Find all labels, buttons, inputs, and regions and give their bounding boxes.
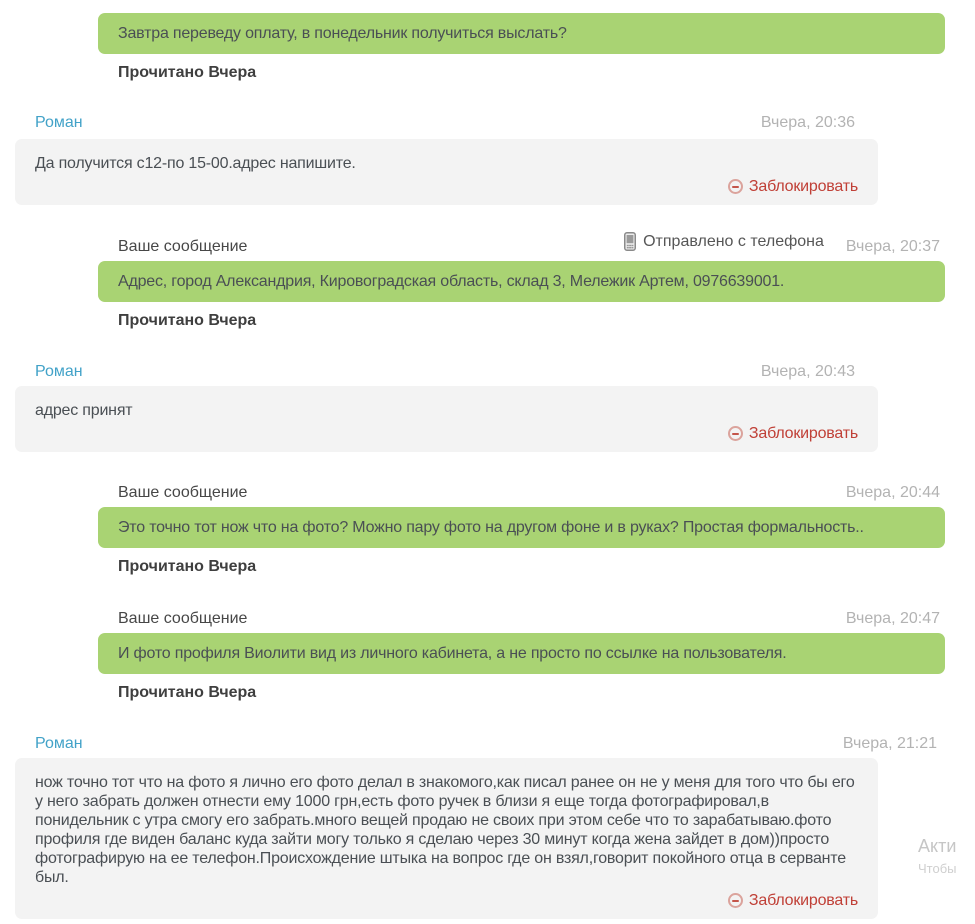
message-header <box>0 362 975 381</box>
message-bubble-incoming <box>15 386 878 452</box>
phone-icon <box>624 232 636 251</box>
message-time: Вчера, 20:37 <box>845 238 940 255</box>
message-text: Это точно тот нож что на фото? Можно пару фото на другом фоне и в руках? Простая формальность.. <box>118 519 864 536</box>
block-label: Заблокировать <box>748 425 858 442</box>
message-header <box>0 609 975 628</box>
message-time: Вчера, 20:44 <box>845 484 940 501</box>
sender-name-link[interactable]: Роман <box>35 735 83 752</box>
message-incoming <box>0 113 975 205</box>
message-header <box>0 483 975 502</box>
message-bubble-incoming <box>15 758 878 919</box>
message-text: Да получится с12-по 15-00.адрес напишите. <box>35 155 356 172</box>
block-icon <box>728 426 743 441</box>
message-text: И фото профиля Виолити вид из личного кабинета, а не просто по ссылке на пользователя. <box>118 645 787 662</box>
read-status: Прочитано Вчера <box>118 558 257 575</box>
block-icon <box>728 179 743 194</box>
read-status: Прочитано Вчера <box>118 64 257 81</box>
message-bubble-outgoing <box>98 13 945 54</box>
sent-from-phone-label: Отправлено с телефона <box>643 233 824 250</box>
message-bubble-incoming <box>15 139 878 205</box>
message-header <box>0 734 975 753</box>
sent-from-phone-note <box>624 232 824 251</box>
message-text: Адрес, город Александрия, Кировоградская область, склад 3, Мележик Артем, 0976639001. <box>118 273 785 290</box>
block-label: Заблокировать <box>748 178 858 195</box>
your-message-label: Ваше сообщение <box>118 610 248 627</box>
message-time: Вчера, 20:47 <box>845 610 940 627</box>
block-label: Заблокировать <box>748 892 858 909</box>
message-text: нож точно тот что на фото я лично его фото делал в знакомого,как писал ранее он не у меня для того что бы его у него забрать должен отнести ему 1000 грн,есть фото ручек в близи я еще тогда фотографировал,в понидельник с утра смогу его забрать.много вещей продаю не своих при этом себе что то зарабатываю.фото профиля где виден баланс куда зайти могу только я сделаю через 30 минут когда жена зайдет в дом))просто фотографирую на ее телефон.Происхождение штыка на вопрос где он взял,говорит покойного отца в серванте был. <box>35 774 855 886</box>
block-user-button[interactable] <box>728 177 858 196</box>
background-panel-subtext: Чтобы <box>918 861 957 876</box>
message-incoming <box>0 734 975 919</box>
message-incoming <box>0 362 975 452</box>
block-user-button[interactable] <box>728 424 858 443</box>
message-text: Завтра переведу оплату, в понедельник получиться выслать? <box>118 25 567 42</box>
sender-name-link[interactable]: Роман <box>35 114 83 131</box>
message-time: Вчера, 20:36 <box>760 114 855 131</box>
message-text: адрес принят <box>35 402 133 419</box>
message-bubble-outgoing <box>98 633 945 674</box>
block-row <box>35 177 858 196</box>
sender-name-link[interactable]: Роман <box>35 363 83 380</box>
your-message-label: Ваше сообщение <box>118 484 248 501</box>
message-outgoing <box>0 483 975 576</box>
block-row <box>35 891 858 910</box>
message-time: Вчера, 20:43 <box>760 363 855 380</box>
message-header <box>0 232 975 256</box>
message-header <box>0 113 975 132</box>
message-outgoing <box>0 232 975 330</box>
message-bubble-outgoing <box>98 507 945 548</box>
message-bubble-outgoing <box>98 261 945 302</box>
read-status: Прочитано Вчера <box>118 684 257 701</box>
block-icon <box>728 893 743 908</box>
message-time: Вчера, 21:21 <box>842 735 937 752</box>
background-panel-text: Акти <box>918 836 957 856</box>
your-message-label: Ваше сообщение <box>118 238 248 255</box>
block-row <box>35 424 858 443</box>
message-outgoing <box>0 609 975 702</box>
read-status: Прочитано Вчера <box>118 312 257 329</box>
message-outgoing <box>0 13 975 82</box>
block-user-button[interactable] <box>728 891 858 910</box>
